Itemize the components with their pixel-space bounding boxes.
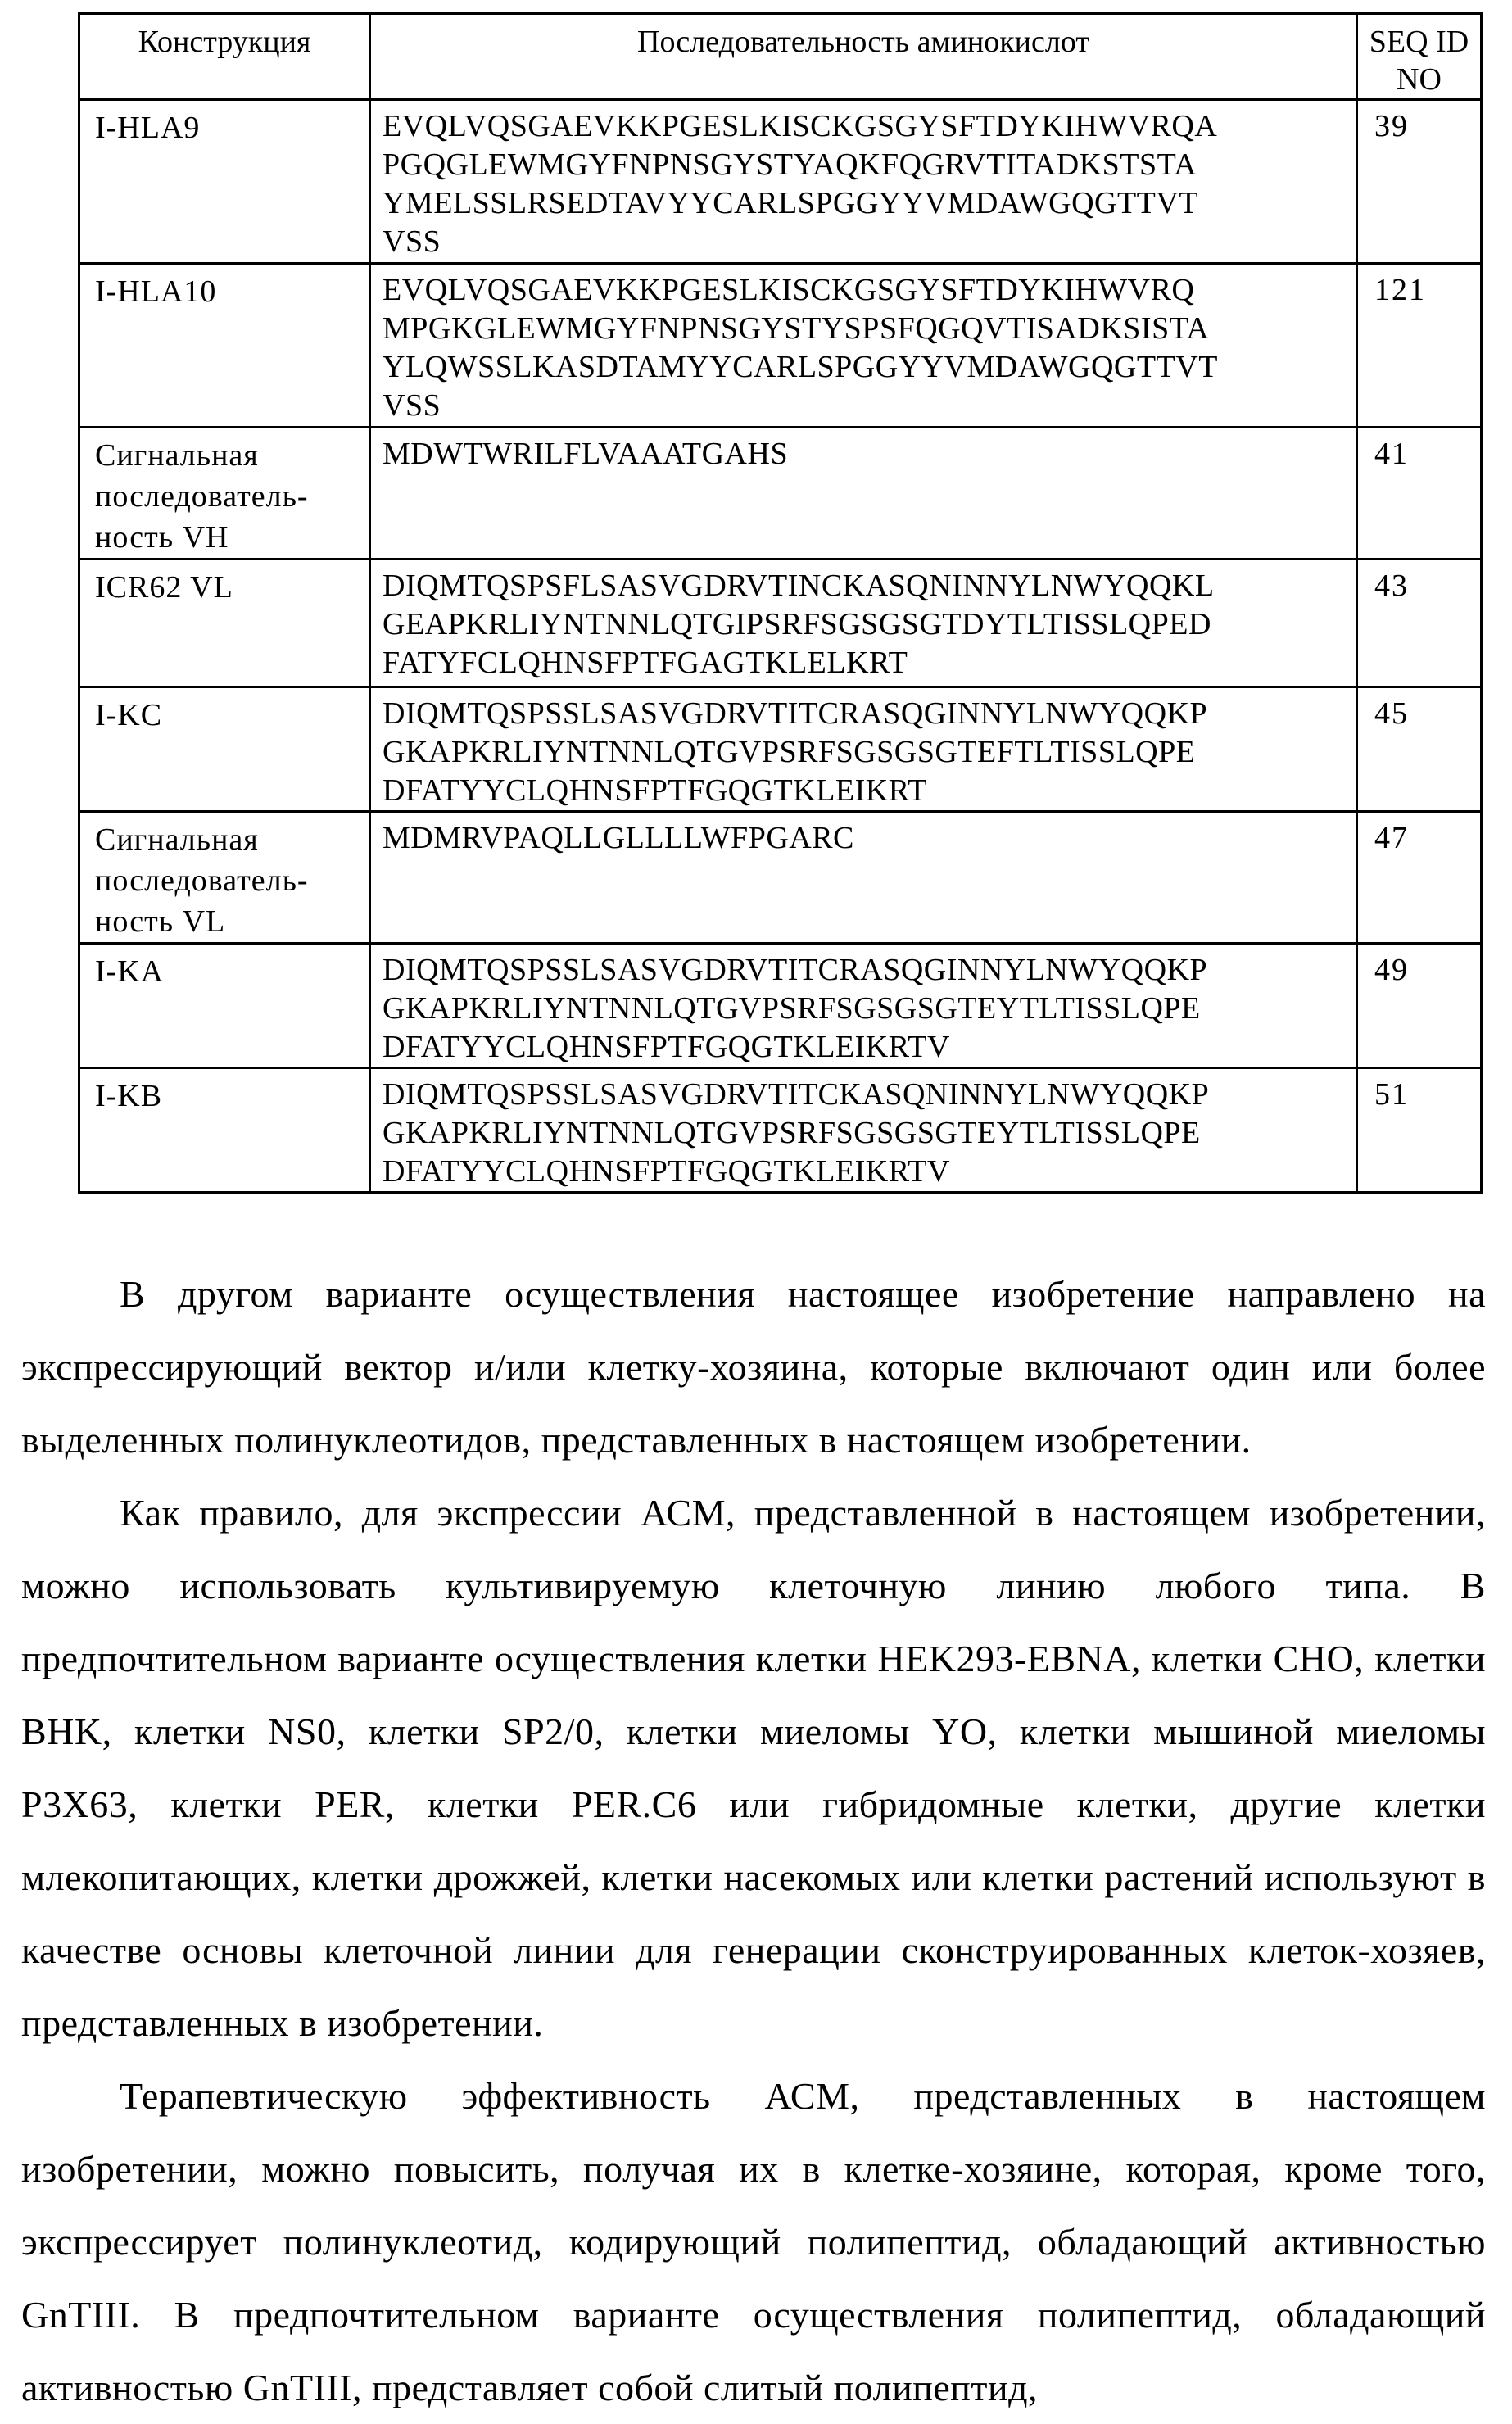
construct-name: ICR62 VL: [79, 560, 370, 687]
seq-id-number: 43: [1357, 560, 1482, 687]
paragraph: Терапевтическую эффективность АСМ, представленных в настоящем изобретении, можно повысить, получая их в клетке-хозяине, которая, кроме того, экспрессирует полинуклеотид, кодирующий полипептид, обладающий активностью GnTIII. В предпочтительном варианте осуществления полипептид, обладающий активностью GnTIII, представляет собой слитый полипептид,: [21, 2075, 1486, 2408]
table-row: [79, 560, 1482, 687]
column-header-sequence: Последовательность аминокислот: [370, 14, 1357, 100]
paragraph: В другом варианте осуществления настоящее изобретение направлено на экспрессирующий вектор и/или клетку-хозяина, которые включают один или более выделенных полинуклеотидов, представленных в настоящем изобретении.: [21, 1273, 1486, 1461]
seq-id-number: 45: [1357, 687, 1482, 812]
table-row: [79, 100, 1482, 264]
amino-acid-sequence: DIQMTQSPSFLSASVGDRVTINCKASQNINNYLNWYQQKL GEAPKRLIYNTNNLQTGIPSRFSGSGSGTDYTLTISSLQPED FATYFCLQHNSFPTFGAGTKLELKRT: [370, 560, 1357, 687]
sequence-table: [78, 12, 1483, 1194]
body-text: [21, 1257, 1486, 2424]
seq-id-number: 51: [1357, 1068, 1482, 1193]
amino-acid-sequence: EVQLVQSGAEVKKPGESLKISCKGSGYSFTDYKIHWVRQ MPGKGLEWMGYFNPNSGYSTYSPSFQGQVTISADKSISTA YLQWSSLKASDTAMYYCARLSPGGYYVMDAWGQGTTVT VSS: [370, 264, 1357, 428]
table-row: [79, 944, 1482, 1068]
seq-id-number: 49: [1357, 944, 1482, 1068]
table-row: [79, 428, 1482, 560]
amino-acid-sequence: DIQMTQSPSSLSASVGDRVTITCKASQNINNYLNWYQQKP GKAPKRLIYNTNNLQTGVPSRFSGSGSGTEYTLTISSLQPE DFATYYCLQHNSFPTFGQGTKLEIKRTV: [370, 1068, 1357, 1193]
construct-name: I-HLA10: [79, 264, 370, 428]
column-header-construct: Конструкция: [79, 14, 370, 100]
seq-id-number: 39: [1357, 100, 1482, 264]
table-row: [79, 687, 1482, 812]
amino-acid-sequence: DIQMTQSPSSLSASVGDRVTITCRASQGINNYLNWYQQKP GKAPKRLIYNTNNLQTGVPSRFSGSGSGTEFTLTISSLQPE DFATYYCLQHNSFPTFGQGTKLEIKRT: [370, 687, 1357, 812]
construct-name: I-KA: [79, 944, 370, 1068]
construct-name: I-KB: [79, 1068, 370, 1193]
table-header-row: [79, 14, 1482, 100]
table-row: [79, 1068, 1482, 1193]
seq-id-number: 47: [1357, 812, 1482, 944]
table-row: [79, 264, 1482, 428]
seq-id-number: 41: [1357, 428, 1482, 560]
seq-id-number: 121: [1357, 264, 1482, 428]
paragraph: Как правило, для экспрессии АСМ, представленной в настоящем изобретении, можно использовать культивируемую клеточную линию любого типа. В предпочтительном варианте осуществления клетки HEK293-EBNA, клетки CHO, клетки BHK, клетки NS0, клетки SP2/0, клетки миеломы YO, клетки мышиной миеломы P3X63, клетки PER, клетки PER.C6 или гибридомные клетки, другие клетки млекопитающих, клетки дрожжей, клетки насекомых или клетки растений используют в качестве основы клеточной линии для генерации сконструированных клеток-хозяев, представленных в изобретении.: [21, 1492, 1486, 2044]
construct-name: I-KC: [79, 687, 370, 812]
amino-acid-sequence: MDMRVPAQLLGLLLLWFPGARC: [370, 812, 1357, 944]
amino-acid-sequence: MDWTWRILFLVAAATGAHS: [370, 428, 1357, 560]
construct-name: Сигнальная последователь- ность VL: [79, 812, 370, 944]
amino-acid-sequence: DIQMTQSPSSLSASVGDRVTITCRASQGINNYLNWYQQKP GKAPKRLIYNTNNLQTGVPSRFSGSGSGTEYTLTISSLQPE DFATYYCLQHNSFPTFGQGTKLEIKRTV: [370, 944, 1357, 1068]
construct-name: Сигнальная последователь- ность VH: [79, 428, 370, 560]
construct-name: I-HLA9: [79, 100, 370, 264]
table-row: [79, 812, 1482, 944]
column-header-seq-id: SEQ ID NO: [1357, 14, 1482, 100]
amino-acid-sequence: EVQLVQSGAEVKKPGESLKISCKGSGYSFTDYKIHWVRQA PGQGLEWMGYFNPNSGYSTYAQKFQGRVTITADKSTSTA YMELSSLRSEDTAVYYCARLSPGGYYVMDAWGQGTTVT VSS: [370, 100, 1357, 264]
patent-document-page: [0, 12, 1512, 2408]
